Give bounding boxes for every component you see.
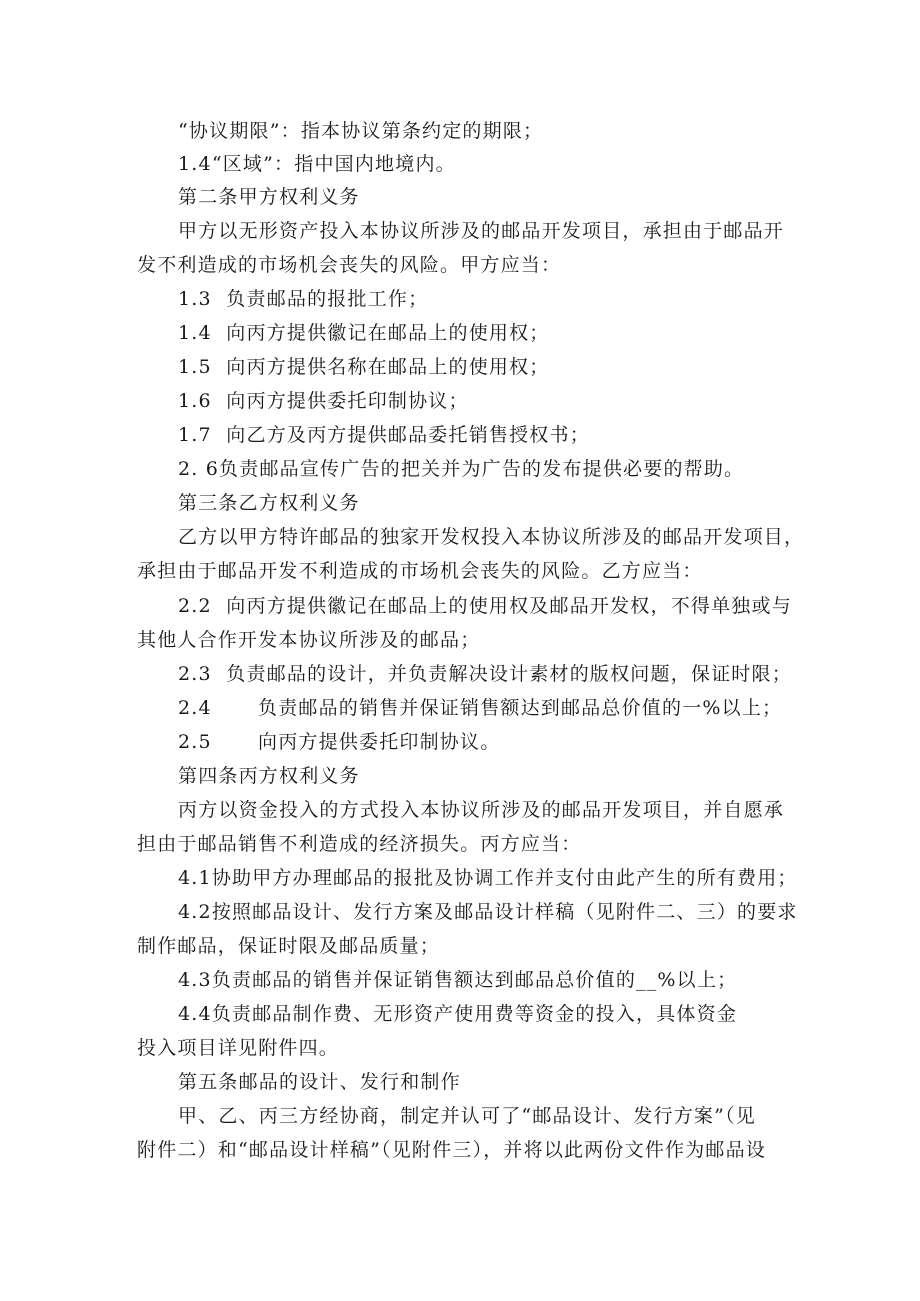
text-line: 其他人合作开发本协议所涉及的邮品； bbox=[137, 629, 481, 651]
list-number: 2.5 bbox=[178, 731, 212, 753]
text-line: 承担由于邮品开发不利造成的市场机会丧失的风险。乙方应当： bbox=[137, 560, 703, 582]
text-line: 附件二）和“邮品设计样稿”（见附件三），并将以此两份文件作为邮品设 bbox=[137, 1139, 767, 1161]
text-line: 甲、乙、丙三方经协商，制定并认可了“邮品设计、发行方案”（见 bbox=[178, 1105, 756, 1127]
section-heading: 第二条甲方权利义务 bbox=[178, 186, 360, 208]
list-item: 1.3 负责邮品的报批工作； bbox=[178, 288, 429, 310]
list-item: 1.6 向丙方提供委托印制协议； bbox=[178, 390, 469, 412]
list-item: 1.4 向丙方提供徽记在邮品上的使用权； bbox=[178, 322, 550, 344]
list-item: 2. 6负责邮品宣传广告的把关并为广告的发布提供必要的帮助。 bbox=[178, 458, 745, 480]
list-item: 4.4负责邮品制作费、无形资产使用费等资金的投入，具体资金 bbox=[178, 1003, 738, 1025]
list-text: 向丙方提供委托印制协议。 bbox=[258, 731, 501, 753]
text-line: 丙方以资金投入的方式投入本协议所涉及的邮品开发项目，并自愿承 bbox=[178, 799, 785, 821]
list-item bbox=[178, 729, 500, 755]
list-item: 2.3 负责邮品的设计，并负责解决设计素材的版权问题，保证时限； bbox=[178, 663, 792, 685]
section-heading: 第三条乙方权利义务 bbox=[178, 492, 360, 514]
text-line: “协议期限”：指本协议第条约定的期限； bbox=[178, 120, 544, 142]
list-number: 2.4 bbox=[178, 697, 212, 719]
list-item: 4.1协助甲方办理邮品的报批及协调工作并支付由此产生的所有费用； bbox=[178, 867, 798, 889]
list-item: 4.2按照邮品设计、发行方案及邮品设计样稿（见附件二、三）的要求 bbox=[178, 901, 798, 923]
section-heading: 第四条丙方权利义务 bbox=[178, 765, 360, 787]
text-line: 担由于邮品销售不利造成的经济损失。丙方应当： bbox=[137, 833, 582, 855]
text-line: 甲方以无形资产投入本协议所涉及的邮品开发项目，承担由于邮品开 bbox=[178, 220, 785, 242]
text-line: 发不利造成的市场机会丧失的风险。甲方应当： bbox=[137, 254, 562, 276]
text-line: 投入项目详见附件四。 bbox=[137, 1037, 340, 1059]
list-item bbox=[178, 695, 782, 721]
list-item: 4.3负责邮品的销售并保证销售额达到邮品总价值的__%以上； bbox=[178, 969, 738, 991]
list-text: 负责邮品的销售并保证销售额达到邮品总价值的一%以上； bbox=[258, 697, 783, 719]
text-line: 制作邮品，保证时限及邮品质量； bbox=[137, 935, 441, 957]
text-line: 乙方以甲方特许邮品的独家开发权投入本协议所涉及的邮品开发项目， bbox=[178, 526, 805, 548]
section-heading: 第五条邮品的设计、发行和制作 bbox=[178, 1071, 461, 1093]
text-line: 1.4“区域”：指中国内地境内。 bbox=[178, 153, 456, 175]
list-item: 2.2 向丙方提供徽记在邮品上的使用权及邮品开发权，不得单独或与 bbox=[178, 595, 792, 617]
list-item: 1.5 向丙方提供名称在邮品上的使用权； bbox=[178, 356, 550, 378]
list-item: 1.7 向乙方及丙方提供邮品委托销售授权书； bbox=[178, 424, 590, 446]
